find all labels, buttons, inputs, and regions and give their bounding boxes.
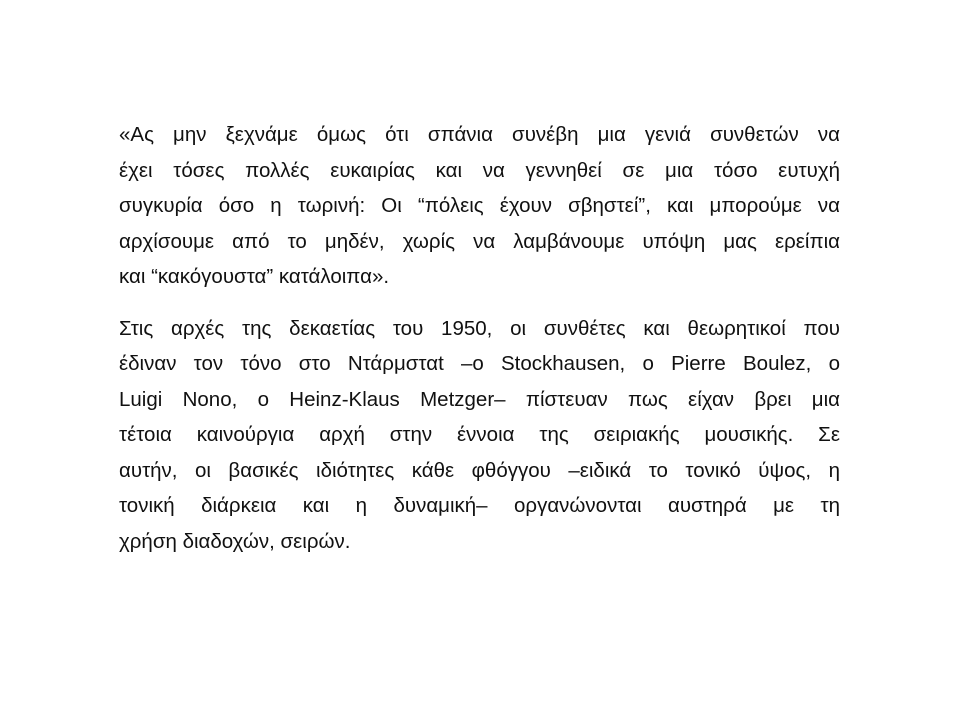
text-line: έχει τόσες πολλές ευκαιρίας και να γεννηθεί σε μια τόσο ευτυχή: [119, 158, 840, 182]
text-line: «Ας μην ξεχνάμε όμως ότι σπάνια συνέβη μια γενιά συνθετών να: [119, 123, 840, 146]
body-paragraph: [119, 311, 840, 560]
text-line: αυτήν, οι βασικές ιδιότητες κάθε φθόγγου –ειδικά το τονικό ύψος, η: [119, 458, 840, 482]
text-line: τονική διάρκεια και η δυναμική– οργανώνονται αυστηρά με τη: [119, 494, 840, 517]
text-line: τέτοια καινούργια αρχή στην έννοια της σειριακής μουσικής. Σε: [119, 423, 840, 446]
text-line: έδιναν τον τόνο στο Ντάρμσταt –ο Stockhausen, ο Pierre Boulez, ο: [119, 352, 840, 375]
text-line: συγκυρία όσο η τωρινή: Οι “πόλεις έχουν σβηστεί”, και μπορούμε να: [119, 194, 840, 217]
text-line: Στις αρχές της δεκαετίας του 1950, οι συνθέτες και θεωρητικοί που: [119, 316, 840, 340]
text-line: και “κακόγουστα” κατάλοιπα».: [119, 265, 390, 288]
text-block: [119, 117, 840, 559]
quote-paragraph: [119, 117, 840, 295]
text-line: Luigi Nono, ο Heinz-Klaus Metzger– πίστευαν πως είχαν βρει μια: [119, 387, 840, 411]
text-line: αρχίσουμε από το μηδέν, χωρίς να λαμβάνουμε υπόψη μας ερείπια: [119, 229, 840, 253]
text-line: χρήση διαδοχών, σειρών.: [119, 529, 351, 553]
